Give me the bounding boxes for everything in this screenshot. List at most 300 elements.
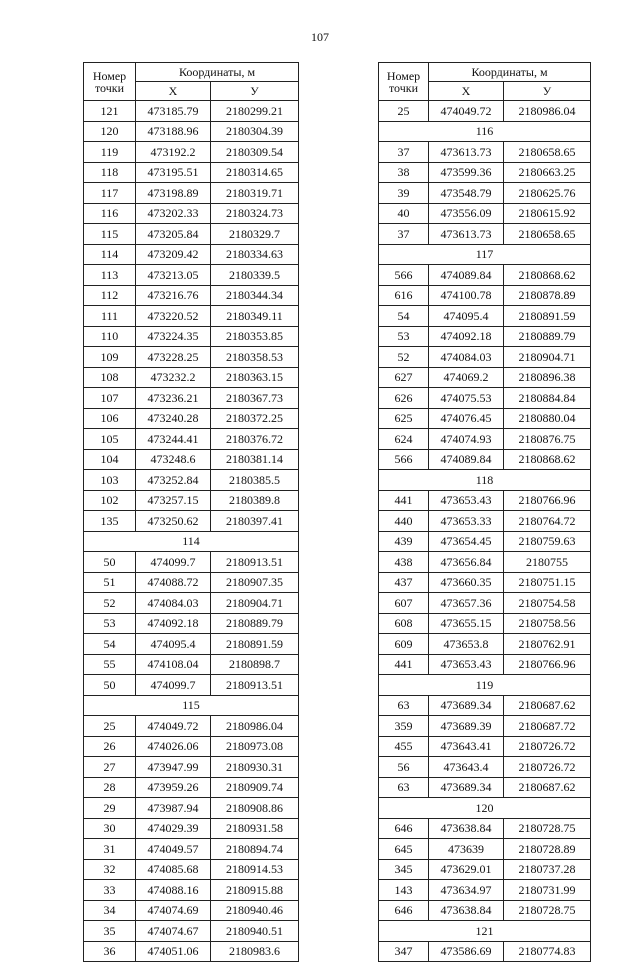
y-coordinate-cell: 2180385.5 bbox=[211, 470, 299, 491]
coordinates-table-left bbox=[83, 62, 299, 962]
x-coordinate-cell: 473653.8 bbox=[429, 634, 504, 655]
point-number-cell: 54 bbox=[84, 634, 136, 655]
y-coordinate-cell: 2180766.96 bbox=[504, 654, 591, 675]
table-row bbox=[379, 367, 591, 388]
x-coordinate-cell: 473660.35 bbox=[429, 572, 504, 593]
point-number-cell: 53 bbox=[84, 613, 136, 634]
table-row bbox=[379, 552, 591, 573]
y-coordinate-cell: 2180891.59 bbox=[504, 306, 591, 327]
section-row bbox=[379, 675, 591, 696]
y-coordinate-cell: 2180915.88 bbox=[211, 880, 299, 901]
point-number-cell: 50 bbox=[84, 552, 136, 573]
y-coordinate-cell: 2180758.56 bbox=[504, 613, 591, 634]
table-row bbox=[84, 900, 299, 921]
x-coordinate-cell: 473653.33 bbox=[429, 511, 504, 532]
x-coordinate-cell: 474089.84 bbox=[429, 265, 504, 286]
section-row bbox=[84, 695, 299, 716]
y-coordinate-cell: 2180726.72 bbox=[504, 736, 591, 757]
point-number-cell: 105 bbox=[84, 429, 136, 450]
point-number-cell: 51 bbox=[84, 572, 136, 593]
x-coordinate-cell: 473250.62 bbox=[136, 511, 211, 532]
y-coordinate-cell: 2180372.25 bbox=[211, 408, 299, 429]
page-number: 107 bbox=[311, 30, 329, 44]
x-coordinate-cell: 473248.6 bbox=[136, 449, 211, 470]
point-number-cell: 121 bbox=[84, 101, 136, 122]
section-row bbox=[379, 470, 591, 491]
table-row bbox=[84, 490, 299, 511]
point-number-cell: 609 bbox=[379, 634, 429, 655]
y-coordinate-cell: 2180299.21 bbox=[211, 101, 299, 122]
point-number-cell: 111 bbox=[84, 306, 136, 327]
y-coordinate-cell: 2180344.34 bbox=[211, 285, 299, 306]
x-coordinate-cell: 474049.57 bbox=[136, 839, 211, 860]
x-coordinate-cell: 473252.84 bbox=[136, 470, 211, 491]
x-coordinate-cell: 473198.89 bbox=[136, 183, 211, 204]
table-row bbox=[379, 634, 591, 655]
section-row bbox=[379, 244, 591, 265]
table-row bbox=[84, 921, 299, 942]
y-coordinate-cell: 2180759.63 bbox=[504, 531, 591, 552]
table-row bbox=[379, 572, 591, 593]
x-coordinate-cell: 473548.79 bbox=[429, 183, 504, 204]
y-coordinate-cell: 2180304.39 bbox=[211, 121, 299, 142]
x-coordinate-cell: 474108.04 bbox=[136, 654, 211, 675]
x-coordinate-cell: 473959.26 bbox=[136, 777, 211, 798]
x-coordinate-cell: 473599.36 bbox=[429, 162, 504, 183]
y-coordinate-cell: 2180737.28 bbox=[504, 859, 591, 880]
y-coordinate-cell: 2180908.86 bbox=[211, 798, 299, 819]
point-number-cell: 646 bbox=[379, 818, 429, 839]
point-number-cell: 106 bbox=[84, 408, 136, 429]
y-coordinate-cell: 2180913.51 bbox=[211, 552, 299, 573]
point-number-cell: 52 bbox=[379, 347, 429, 368]
table-row bbox=[84, 736, 299, 757]
table-row bbox=[379, 818, 591, 839]
x-coordinate-cell: 474051.06 bbox=[136, 941, 211, 962]
y-coordinate-cell: 2180334.63 bbox=[211, 244, 299, 265]
point-number-cell: 37 bbox=[379, 142, 429, 163]
y-coordinate-cell: 2180376.72 bbox=[211, 429, 299, 450]
table-row bbox=[84, 347, 299, 368]
point-number-cell: 52 bbox=[84, 593, 136, 614]
table-row bbox=[84, 593, 299, 614]
table-row bbox=[84, 511, 299, 532]
point-number-cell: 624 bbox=[379, 429, 429, 450]
point-number-cell: 63 bbox=[379, 777, 429, 798]
y-coordinate-cell: 2180389.8 bbox=[211, 490, 299, 511]
y-coordinate-cell: 2180880.04 bbox=[504, 408, 591, 429]
x-coordinate-cell: 474100.78 bbox=[429, 285, 504, 306]
x-coordinate-cell: 474049.72 bbox=[136, 716, 211, 737]
point-number-cell: 113 bbox=[84, 265, 136, 286]
x-coordinate-cell: 473192.2 bbox=[136, 142, 211, 163]
point-number-cell: 115 bbox=[84, 224, 136, 245]
table-row bbox=[84, 941, 299, 962]
y-coordinate-cell: 2180896.38 bbox=[504, 367, 591, 388]
y-coordinate-cell: 2180868.62 bbox=[504, 265, 591, 286]
x-coordinate-cell: 474088.16 bbox=[136, 880, 211, 901]
table-row bbox=[84, 654, 299, 675]
point-number-cell: 112 bbox=[84, 285, 136, 306]
x-header: X bbox=[136, 82, 211, 101]
y-coordinate-cell: 2180878.89 bbox=[504, 285, 591, 306]
y-coordinate-cell: 2180353.85 bbox=[211, 326, 299, 347]
table-row bbox=[84, 818, 299, 839]
x-coordinate-cell: 473689.34 bbox=[429, 777, 504, 798]
point-number-cell: 54 bbox=[379, 306, 429, 327]
x-coordinate-cell: 474026.06 bbox=[136, 736, 211, 757]
point-number-cell: 347 bbox=[379, 941, 429, 962]
x-coordinate-cell: 473209.42 bbox=[136, 244, 211, 265]
point-number-cell: 55 bbox=[84, 654, 136, 675]
y-coordinate-cell: 2180914.53 bbox=[211, 859, 299, 880]
point-number-cell: 39 bbox=[379, 183, 429, 204]
y-coordinate-cell: 2180687.72 bbox=[504, 716, 591, 737]
y-coordinate-cell: 2180324.73 bbox=[211, 203, 299, 224]
x-coordinate-cell: 474092.18 bbox=[429, 326, 504, 347]
x-coordinate-cell: 474095.4 bbox=[136, 634, 211, 655]
table-row bbox=[379, 716, 591, 737]
y-coordinate-cell: 2180940.46 bbox=[211, 900, 299, 921]
table-row bbox=[379, 326, 591, 347]
point-number-cell: 625 bbox=[379, 408, 429, 429]
table-row bbox=[84, 470, 299, 491]
point-number-cell: 441 bbox=[379, 654, 429, 675]
table-row bbox=[84, 285, 299, 306]
table-row bbox=[84, 224, 299, 245]
y-coordinate-cell: 2180687.62 bbox=[504, 695, 591, 716]
table-row bbox=[84, 388, 299, 409]
y-coordinate-cell: 2180986.04 bbox=[211, 716, 299, 737]
y-coordinate-cell: 2180658.65 bbox=[504, 224, 591, 245]
table-row bbox=[84, 839, 299, 860]
table-row bbox=[379, 695, 591, 716]
point-number-header: Номер точки bbox=[84, 63, 136, 101]
x-coordinate-cell: 473195.51 bbox=[136, 162, 211, 183]
point-number-cell: 110 bbox=[84, 326, 136, 347]
x-header: X bbox=[429, 82, 504, 101]
x-coordinate-cell: 473613.73 bbox=[429, 224, 504, 245]
x-coordinate-cell: 473613.73 bbox=[429, 142, 504, 163]
point-number-cell: 135 bbox=[84, 511, 136, 532]
table-row bbox=[379, 859, 591, 880]
coordinates-header: Координаты, м bbox=[429, 63, 591, 82]
y-coordinate-cell: 2180876.75 bbox=[504, 429, 591, 450]
table-row bbox=[84, 121, 299, 142]
y-coordinate-cell: 2180774.83 bbox=[504, 941, 591, 962]
table-header bbox=[84, 63, 299, 101]
point-number-cell: 118 bbox=[84, 162, 136, 183]
table-row bbox=[379, 347, 591, 368]
y-coordinate-cell: 2180397.41 bbox=[211, 511, 299, 532]
table-row bbox=[84, 572, 299, 593]
point-number-cell: 117 bbox=[84, 183, 136, 204]
table-row bbox=[84, 162, 299, 183]
table-row bbox=[379, 285, 591, 306]
y-coordinate-cell: 2180889.79 bbox=[211, 613, 299, 634]
table-row bbox=[84, 101, 299, 122]
y-coordinate-cell: 2180319.71 bbox=[211, 183, 299, 204]
point-number-cell: 143 bbox=[379, 880, 429, 901]
x-coordinate-cell: 474099.7 bbox=[136, 675, 211, 696]
section-number: 119 bbox=[379, 675, 591, 696]
table-row bbox=[84, 675, 299, 696]
y-header: У bbox=[211, 82, 299, 101]
y-coordinate-cell: 2180339.5 bbox=[211, 265, 299, 286]
x-coordinate-cell: 474085.68 bbox=[136, 859, 211, 880]
table-row bbox=[84, 613, 299, 634]
point-number-cell: 25 bbox=[84, 716, 136, 737]
x-coordinate-cell: 473634.97 bbox=[429, 880, 504, 901]
x-coordinate-cell: 473232.2 bbox=[136, 367, 211, 388]
table-row bbox=[379, 531, 591, 552]
point-number-cell: 109 bbox=[84, 347, 136, 368]
table-row bbox=[84, 408, 299, 429]
y-coordinate-cell: 2180986.04 bbox=[504, 101, 591, 122]
coordinates-table-right bbox=[378, 62, 591, 962]
point-number-cell: 608 bbox=[379, 613, 429, 634]
table-row bbox=[379, 449, 591, 470]
point-number-cell: 32 bbox=[84, 859, 136, 880]
section-row bbox=[379, 121, 591, 142]
y-coordinate-cell: 2180931.58 bbox=[211, 818, 299, 839]
table-row bbox=[379, 183, 591, 204]
table-row bbox=[84, 757, 299, 778]
point-number-cell: 53 bbox=[379, 326, 429, 347]
table-row bbox=[379, 941, 591, 962]
y-coordinate-cell: 2180728.75 bbox=[504, 900, 591, 921]
x-coordinate-cell: 474029.39 bbox=[136, 818, 211, 839]
y-coordinate-cell: 2180314.65 bbox=[211, 162, 299, 183]
point-number-cell: 40 bbox=[379, 203, 429, 224]
table-row bbox=[84, 183, 299, 204]
x-coordinate-cell: 473689.34 bbox=[429, 695, 504, 716]
x-coordinate-cell: 473987.94 bbox=[136, 798, 211, 819]
point-number-cell: 359 bbox=[379, 716, 429, 737]
x-coordinate-cell: 473213.05 bbox=[136, 265, 211, 286]
table-row bbox=[379, 142, 591, 163]
section-number: 115 bbox=[84, 695, 299, 716]
x-coordinate-cell: 473216.76 bbox=[136, 285, 211, 306]
table-row bbox=[379, 224, 591, 245]
y-coordinate-cell: 2180898.7 bbox=[211, 654, 299, 675]
y-coordinate-cell: 2180615.92 bbox=[504, 203, 591, 224]
y-coordinate-cell: 2180358.53 bbox=[211, 347, 299, 368]
point-number-cell: 36 bbox=[84, 941, 136, 962]
section-number: 118 bbox=[379, 470, 591, 491]
y-coordinate-cell: 2180728.89 bbox=[504, 839, 591, 860]
point-number-cell: 37 bbox=[379, 224, 429, 245]
point-number-cell: 566 bbox=[379, 449, 429, 470]
x-coordinate-cell: 473228.25 bbox=[136, 347, 211, 368]
y-coordinate-cell: 2180658.65 bbox=[504, 142, 591, 163]
section-number: 117 bbox=[379, 244, 591, 265]
table-row bbox=[84, 552, 299, 573]
table-row bbox=[379, 880, 591, 901]
y-coordinate-cell: 2180349.11 bbox=[211, 306, 299, 327]
table-row bbox=[84, 326, 299, 347]
table-row bbox=[84, 859, 299, 880]
table-row bbox=[379, 429, 591, 450]
y-coordinate-cell: 2180907.35 bbox=[211, 572, 299, 593]
point-number-cell: 35 bbox=[84, 921, 136, 942]
x-coordinate-cell: 473220.52 bbox=[136, 306, 211, 327]
x-coordinate-cell: 473639 bbox=[429, 839, 504, 860]
table-row bbox=[84, 798, 299, 819]
x-coordinate-cell: 473236.21 bbox=[136, 388, 211, 409]
x-coordinate-cell: 473638.84 bbox=[429, 900, 504, 921]
y-coordinate-cell: 2180868.62 bbox=[504, 449, 591, 470]
y-coordinate-cell: 2180973.08 bbox=[211, 736, 299, 757]
point-number-cell: 345 bbox=[379, 859, 429, 880]
x-coordinate-cell: 473188.96 bbox=[136, 121, 211, 142]
y-coordinate-cell: 2180751.15 bbox=[504, 572, 591, 593]
y-coordinate-cell: 2180755 bbox=[504, 552, 591, 573]
x-coordinate-cell: 474088.72 bbox=[136, 572, 211, 593]
table-row bbox=[379, 408, 591, 429]
x-coordinate-cell: 474099.7 bbox=[136, 552, 211, 573]
table-row bbox=[84, 265, 299, 286]
x-coordinate-cell: 473656.84 bbox=[429, 552, 504, 573]
point-number-cell: 26 bbox=[84, 736, 136, 757]
y-coordinate-cell: 2180663.25 bbox=[504, 162, 591, 183]
point-number-cell: 108 bbox=[84, 367, 136, 388]
point-number-cell: 107 bbox=[84, 388, 136, 409]
table-row bbox=[379, 265, 591, 286]
x-coordinate-cell: 473643.41 bbox=[429, 736, 504, 757]
point-number-cell: 104 bbox=[84, 449, 136, 470]
x-coordinate-cell: 473638.84 bbox=[429, 818, 504, 839]
section-number: 120 bbox=[379, 798, 591, 819]
y-coordinate-cell: 2180940.51 bbox=[211, 921, 299, 942]
y-coordinate-cell: 2180329.7 bbox=[211, 224, 299, 245]
point-number-cell: 441 bbox=[379, 490, 429, 511]
table-row bbox=[379, 162, 591, 183]
x-coordinate-cell: 474084.03 bbox=[429, 347, 504, 368]
y-coordinate-cell: 2180766.96 bbox=[504, 490, 591, 511]
table-row bbox=[84, 634, 299, 655]
point-number-cell: 566 bbox=[379, 265, 429, 286]
y-coordinate-cell: 2180731.99 bbox=[504, 880, 591, 901]
table-row bbox=[379, 306, 591, 327]
y-coordinate-cell: 2180363.15 bbox=[211, 367, 299, 388]
table-row bbox=[379, 490, 591, 511]
y-coordinate-cell: 2180904.71 bbox=[504, 347, 591, 368]
x-coordinate-cell: 473655.15 bbox=[429, 613, 504, 634]
x-coordinate-cell: 473654.45 bbox=[429, 531, 504, 552]
x-coordinate-cell: 473205.84 bbox=[136, 224, 211, 245]
y-header: У bbox=[504, 82, 591, 101]
table-row bbox=[379, 511, 591, 532]
table-row bbox=[84, 449, 299, 470]
point-number-cell: 646 bbox=[379, 900, 429, 921]
coordinates-header: Координаты, м bbox=[136, 63, 299, 82]
x-coordinate-cell: 474092.18 bbox=[136, 613, 211, 634]
table-row bbox=[379, 839, 591, 860]
table-row bbox=[379, 593, 591, 614]
point-number-cell: 103 bbox=[84, 470, 136, 491]
y-coordinate-cell: 2180891.59 bbox=[211, 634, 299, 655]
x-coordinate-cell: 473556.09 bbox=[429, 203, 504, 224]
y-coordinate-cell: 2180889.79 bbox=[504, 326, 591, 347]
point-number-cell: 114 bbox=[84, 244, 136, 265]
table-row bbox=[379, 777, 591, 798]
x-coordinate-cell: 473257.15 bbox=[136, 490, 211, 511]
section-row bbox=[84, 531, 299, 552]
x-coordinate-cell: 473657.36 bbox=[429, 593, 504, 614]
y-coordinate-cell: 2180913.51 bbox=[211, 675, 299, 696]
y-coordinate-cell: 2180909.74 bbox=[211, 777, 299, 798]
table-row bbox=[84, 777, 299, 798]
y-coordinate-cell: 2180728.75 bbox=[504, 818, 591, 839]
y-coordinate-cell: 2180894.74 bbox=[211, 839, 299, 860]
table-row bbox=[379, 900, 591, 921]
table-row bbox=[379, 736, 591, 757]
point-number-cell: 38 bbox=[379, 162, 429, 183]
x-coordinate-cell: 474076.45 bbox=[429, 408, 504, 429]
point-number-header: Номер точки bbox=[379, 63, 429, 101]
x-coordinate-cell: 473947.99 bbox=[136, 757, 211, 778]
point-number-cell: 34 bbox=[84, 900, 136, 921]
table-row bbox=[84, 429, 299, 450]
section-row bbox=[379, 798, 591, 819]
x-coordinate-cell: 473653.43 bbox=[429, 490, 504, 511]
point-number-cell: 438 bbox=[379, 552, 429, 573]
point-number-cell: 627 bbox=[379, 367, 429, 388]
x-coordinate-cell: 473224.35 bbox=[136, 326, 211, 347]
point-number-cell: 102 bbox=[84, 490, 136, 511]
table-row bbox=[84, 880, 299, 901]
x-coordinate-cell: 473185.79 bbox=[136, 101, 211, 122]
x-coordinate-cell: 474049.72 bbox=[429, 101, 504, 122]
point-number-cell: 56 bbox=[379, 757, 429, 778]
y-coordinate-cell: 2180884.84 bbox=[504, 388, 591, 409]
x-coordinate-cell: 474095.4 bbox=[429, 306, 504, 327]
x-coordinate-cell: 474069.2 bbox=[429, 367, 504, 388]
point-number-cell: 439 bbox=[379, 531, 429, 552]
table-row bbox=[84, 142, 299, 163]
section-number: 121 bbox=[379, 921, 591, 942]
table-row bbox=[379, 203, 591, 224]
y-coordinate-cell: 2180367.73 bbox=[211, 388, 299, 409]
x-coordinate-cell: 473629.01 bbox=[429, 859, 504, 880]
x-coordinate-cell: 473202.33 bbox=[136, 203, 211, 224]
point-number-cell: 28 bbox=[84, 777, 136, 798]
y-coordinate-cell: 2180625.76 bbox=[504, 183, 591, 204]
point-number-cell: 63 bbox=[379, 695, 429, 716]
table-row bbox=[84, 367, 299, 388]
y-coordinate-cell: 2180764.72 bbox=[504, 511, 591, 532]
x-coordinate-cell: 473643.4 bbox=[429, 757, 504, 778]
table-row bbox=[379, 101, 591, 122]
x-coordinate-cell: 473653.43 bbox=[429, 654, 504, 675]
y-coordinate-cell: 2180687.62 bbox=[504, 777, 591, 798]
y-coordinate-cell: 2180309.54 bbox=[211, 142, 299, 163]
x-coordinate-cell: 474084.03 bbox=[136, 593, 211, 614]
point-number-cell: 440 bbox=[379, 511, 429, 532]
point-number-cell: 616 bbox=[379, 285, 429, 306]
x-coordinate-cell: 473586.69 bbox=[429, 941, 504, 962]
point-number-cell: 31 bbox=[84, 839, 136, 860]
point-number-cell: 645 bbox=[379, 839, 429, 860]
table-row bbox=[84, 244, 299, 265]
section-number: 116 bbox=[379, 121, 591, 142]
point-number-cell: 29 bbox=[84, 798, 136, 819]
y-coordinate-cell: 2180726.72 bbox=[504, 757, 591, 778]
table-row bbox=[84, 306, 299, 327]
section-number: 114 bbox=[84, 531, 299, 552]
x-coordinate-cell: 474074.67 bbox=[136, 921, 211, 942]
